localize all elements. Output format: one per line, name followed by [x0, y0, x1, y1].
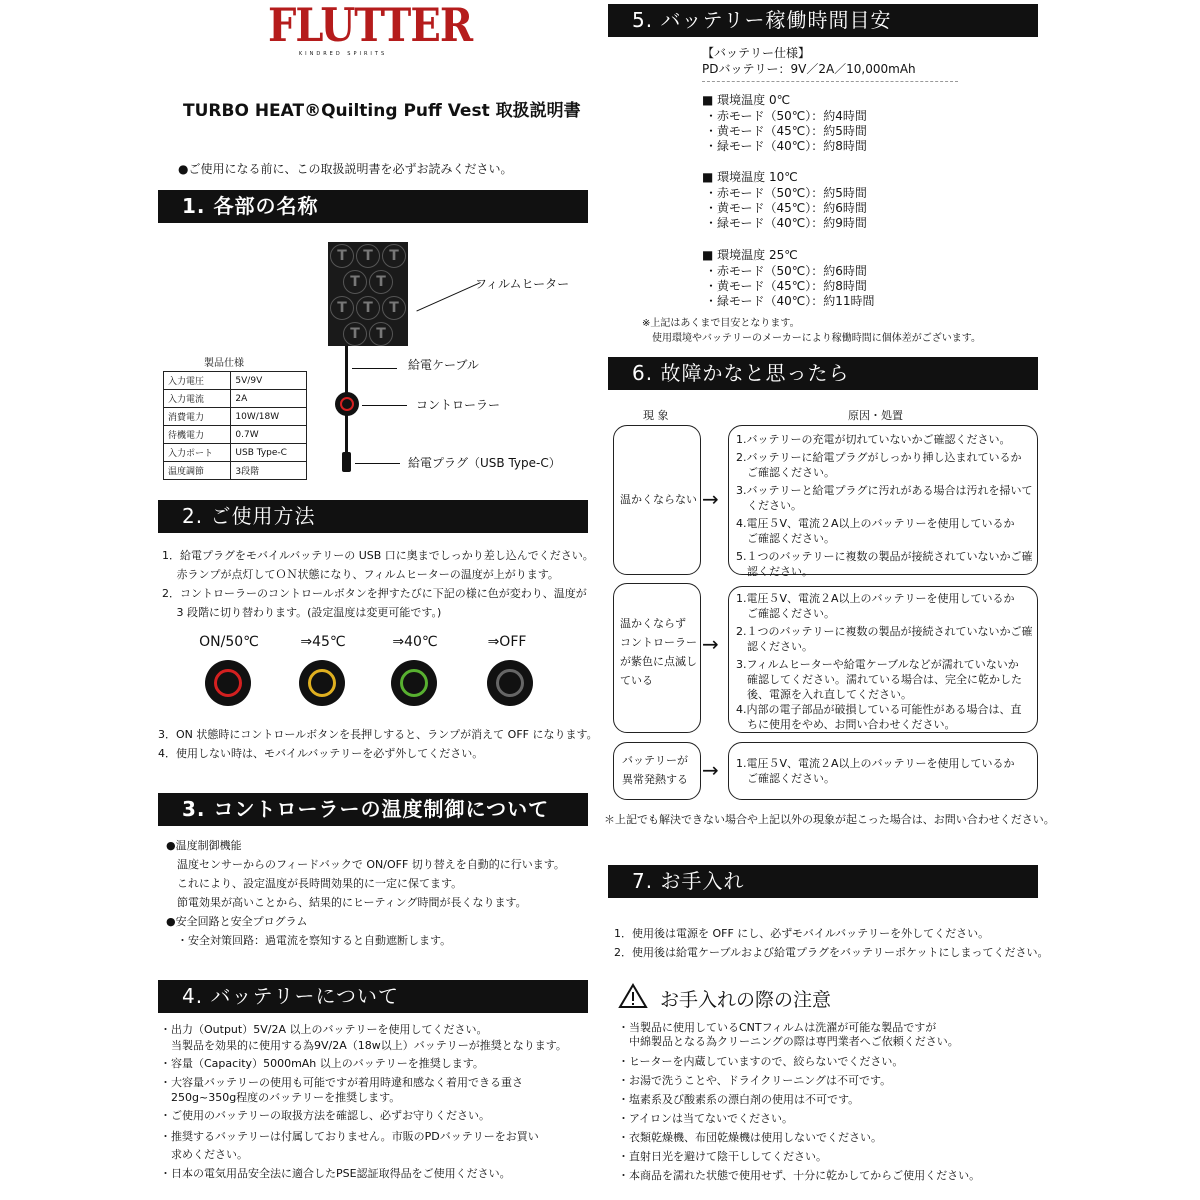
runtime-group-head: ■ 環境温度 0℃ — [702, 93, 791, 107]
temp-control-line: ・安全対策回路：過電流を察知すると自動遮断します。 — [166, 934, 452, 947]
arrow-right-icon: → — [702, 632, 719, 656]
logo-mark-icon: T — [343, 270, 367, 294]
caution-line: ・衣類乾燥機、布団乾燥機は使用しないでください。 — [618, 1131, 882, 1144]
logo-mark-icon: T — [382, 244, 406, 268]
battery-spec: PDバッテリー：9V／2A／10,000mAh — [702, 62, 916, 76]
battery-line: 求めください。 — [160, 1148, 248, 1161]
section6-header: 6. 故障かなと思ったら — [608, 357, 1038, 390]
runtime-row: ・緑モード（40℃）：約8時間 — [705, 139, 867, 153]
label-power-plug: 給電プラグ（USB Type-C） — [408, 456, 561, 470]
runtime-row: ・緑モード（40℃）：約9時間 — [705, 216, 867, 230]
care-line: 2．使用後は給電ケーブルおよび給電プラグをバッテリーポケットにしまってください。 — [614, 946, 1049, 959]
battery-line: ・容量（Capacity）5000mAh 以上のバッテリーを推奨します。 — [160, 1057, 484, 1070]
mode-label-green: ⇒40℃ — [392, 634, 438, 650]
runtime-note: ※上記はあくまで目安となります。 — [642, 318, 800, 329]
brand-name: FLUTTER — [268, 0, 473, 53]
mode-off-icon — [487, 660, 533, 706]
runtime-group-head: ■ 環境温度 10℃ — [702, 170, 798, 184]
battery-line: ・日本の電気用品安全法に適合したPSE認証取得品をご使用ください。 — [160, 1167, 511, 1180]
table-row: 入力電流 2A — [164, 390, 307, 408]
cable-leader-line — [352, 368, 397, 369]
brand-logo — [268, 0, 473, 57]
section2-header: 2. ご使用方法 — [158, 500, 588, 533]
runtime-row: ・赤モード（50℃）：約6時間 — [705, 264, 867, 278]
battery-line: ・出力（Output）5V/2A 以上のバッテリーを使用してください。 — [160, 1023, 488, 1036]
plug-leader-line — [355, 463, 400, 464]
usage-line: 赤ランプが点灯してＯＮ状態になり、フィルムヒーターの温度が上がります。 — [162, 568, 559, 581]
caution-line: ・ヒーターを内蔵していますので、絞らないでください。 — [618, 1055, 904, 1068]
temp-control-line: 節電効果が高いことから、結果的にヒーティング時間が長くなります。 — [166, 896, 527, 909]
table-row: 待機電力 0.7W — [164, 426, 307, 444]
table-row: 消費電力 10W/18W — [164, 408, 307, 426]
runtime-note: 使用環境やバッテリーのメーカーにより稼働時間に個体差がございます。 — [642, 333, 981, 344]
caution-line: ・アイロンは当てないでください。 — [618, 1112, 794, 1125]
logo-mark-icon: T — [382, 296, 406, 320]
table-row: 入力ポート USB Type-C — [164, 444, 307, 462]
label-controller: コントローラー — [416, 398, 501, 412]
usage-line: 2．コントローラーのコントロールボタンを押すたびに下記の様に色が変わり、温度が — [162, 587, 587, 600]
brand-tagline: KINDRED SPIRITS — [298, 51, 388, 57]
cause-box: 1.電圧５V、電流２A以上のバッテリーを使用しているか ご確認ください。 2.１つのバッテリーに複数の製品が接続されていないかご確 認ください。 3.フィルムヒーターや給電ケーブルなどが濡れていないか 確認してください。濡れている場合は、完全に乾かした 後、電源を入れ直してください。 4.内部の電子部品が破損している可能性がある場合は、直 ちに使用をやめ、お問い合わせください。 — [728, 586, 1038, 733]
mode-green-icon — [391, 660, 437, 706]
runtime-row: ・黄モード（45℃）：約6時間 — [705, 201, 867, 215]
runtime-row: ・黄モード（45℃）：約5時間 — [705, 124, 867, 138]
battery-line: ・推奨するバッテリーは付属しておりません。市販のPDバッテリーをお買い — [160, 1130, 539, 1143]
logo-mark-icon: T — [343, 322, 367, 346]
logo-mark-icon: T — [356, 296, 380, 320]
label-power-cable: 給電ケーブル — [408, 358, 479, 372]
logo-mark-icon: T — [369, 270, 393, 294]
runtime-row: ・赤モード（50℃）：約5時間 — [705, 186, 867, 200]
mode-label-off: ⇒OFF — [487, 634, 527, 650]
caution-title: お手入れの際の注意 — [660, 989, 832, 1011]
runtime-row: ・赤モード（50℃）：約4時間 — [705, 109, 867, 123]
page-title: TURBO HEAT®Quilting Puff Vest 取扱説明書 — [183, 101, 581, 121]
mode-label-yellow: ⇒45℃ — [300, 634, 346, 650]
section4-header: 4. バッテリーについて — [158, 980, 588, 1013]
usage-line: 3 段階に切り替わります。(設定温度は変更可能です。) — [162, 606, 442, 619]
usage-line: 1．給電プラグをモバイルバッテリーの USB 口に奥までしっかり差し込んでください。 — [162, 549, 594, 562]
symptom-box: 温かくならない — [613, 425, 701, 575]
spec-table — [163, 371, 307, 480]
film-heater-illustration — [328, 242, 408, 346]
warning-icon — [618, 983, 648, 1013]
logo-mark-icon: T — [330, 244, 354, 268]
mode-label-red: ON/50℃ — [199, 634, 259, 650]
logo-mark-icon: T — [369, 322, 393, 346]
usage-line: 3．ON 状態時にコントロールボタンを長押しすると、ランプが消えて OFF になります。 — [158, 728, 598, 741]
caution-line: ・当製品に使用しているCNTフィルムは洗濯が可能な製品ですが — [618, 1021, 937, 1034]
film-leader-line — [416, 282, 480, 311]
battery-spec-head: 【バッテリー仕様】 — [702, 46, 811, 60]
runtime-row: ・緑モード（40℃）：約11時間 — [705, 294, 875, 308]
section5-header: 5. バッテリー稼働時間目安 — [608, 4, 1038, 37]
symptom-box: 温かくならず コントローラー が紫色に点滅し ている — [613, 583, 701, 733]
mode-red-icon — [205, 660, 251, 706]
caution-line: ・直射日光を避けて陰干ししてください。 — [618, 1150, 827, 1163]
logo-mark-icon: T — [356, 244, 380, 268]
arrow-right-icon: → — [702, 758, 719, 782]
col-symptom: 現 象 — [643, 409, 669, 422]
read-notice: ●ご使用になる前に、この取扱説明書を必ずお読みください。 — [178, 162, 513, 176]
spec-divider — [702, 81, 958, 82]
logo-mark-icon: T — [330, 296, 354, 320]
mode-yellow-icon — [299, 660, 345, 706]
runtime-row: ・黄モード（45℃）：約8時間 — [705, 279, 867, 293]
temp-control-line: ●温度制御機能 — [166, 839, 242, 852]
usb-plug-illustration — [342, 452, 351, 472]
caution-line: ・本商品を濡れた状態で使用せず、十分に乾かしてからご使用ください。 — [618, 1169, 981, 1182]
temp-control-line: これにより、設定温度が長時間効果的に一定に保てます。 — [166, 877, 463, 890]
section3-header: 3. コントローラーの温度制御について — [158, 793, 588, 826]
controller-leader-line — [362, 405, 407, 406]
spec-title: 製品仕様 — [204, 358, 244, 369]
battery-line: ・ご使用のバッテリーの取扱方法を確認し、必ずお守りください。 — [160, 1109, 490, 1122]
label-film-heater: フィルムヒーター — [475, 277, 570, 291]
temp-control-line: ●安全回路と安全プログラム — [166, 915, 308, 928]
arrow-right-icon: → — [702, 487, 719, 511]
battery-line: 当製品を効果的に使用する為9V/2A（18w以上）バッテリーが推奨となります。 — [160, 1039, 567, 1052]
care-line: 1．使用後は電源を OFF にし、必ずモバイルバッテリーを外してください。 — [614, 927, 990, 940]
troubleshoot-footnote: ＊上記でも解決できない場合や上記以外の現象が起こった場合は、お問い合わせください。 — [604, 813, 1055, 826]
table-row: 入力電圧 5V/9V — [164, 372, 307, 390]
table-row: 温度調節 3段階 — [164, 462, 307, 480]
controller-illustration — [335, 392, 359, 416]
caution-line: ・塩素系及び酸素系の漂白剤の使用は不可です。 — [618, 1093, 860, 1106]
usage-line: 4．使用しない時は、モバイルバッテリーを必ず外してください。 — [158, 747, 484, 760]
section7-header: 7. お手入れ — [608, 865, 1038, 898]
battery-line: ・大容量バッテリーの使用も可能ですが着用時違和感なく着用できる重さ — [160, 1076, 523, 1089]
cause-box: 1.電圧５V、電流２A以上のバッテリーを使用しているか ご確認ください。 — [728, 742, 1038, 800]
caution-line: 中綿製品となる為クリーニングの際は専門業者へご依頼ください。 — [618, 1035, 959, 1048]
battery-line: 250g~350g程度のバッテリーを推奨します。 — [160, 1091, 401, 1104]
runtime-group-head: ■ 環境温度 25℃ — [702, 248, 798, 262]
col-cause: 原因・処置 — [848, 409, 903, 422]
caution-line: ・お湯で洗うことや、ドライクリーニングは不可です。 — [618, 1074, 892, 1087]
symptom-box: バッテリーが 異常発熱する — [613, 742, 701, 800]
cause-box: 1.バッテリーの充電が切れていないかご確認ください。 2.バッテリーに給電プラグがしっかり挿し込まれているか ご確認ください。 3.バッテリーと給電プラグに汚れがある場合は汚れを掃いて ください。 4.電圧５V、電流２A以上のバッテリーを使用しているか ご確認ください。 5.１つのバッテリーに複数の製品が接続されていないかご確 認ください。 — [728, 425, 1038, 575]
section1-header: 1. 各部の名称 — [158, 190, 588, 223]
temp-control-line: 温度センサーからのフィードバックで ON/OFF 切り替えを自動的に行います。 — [166, 858, 565, 871]
